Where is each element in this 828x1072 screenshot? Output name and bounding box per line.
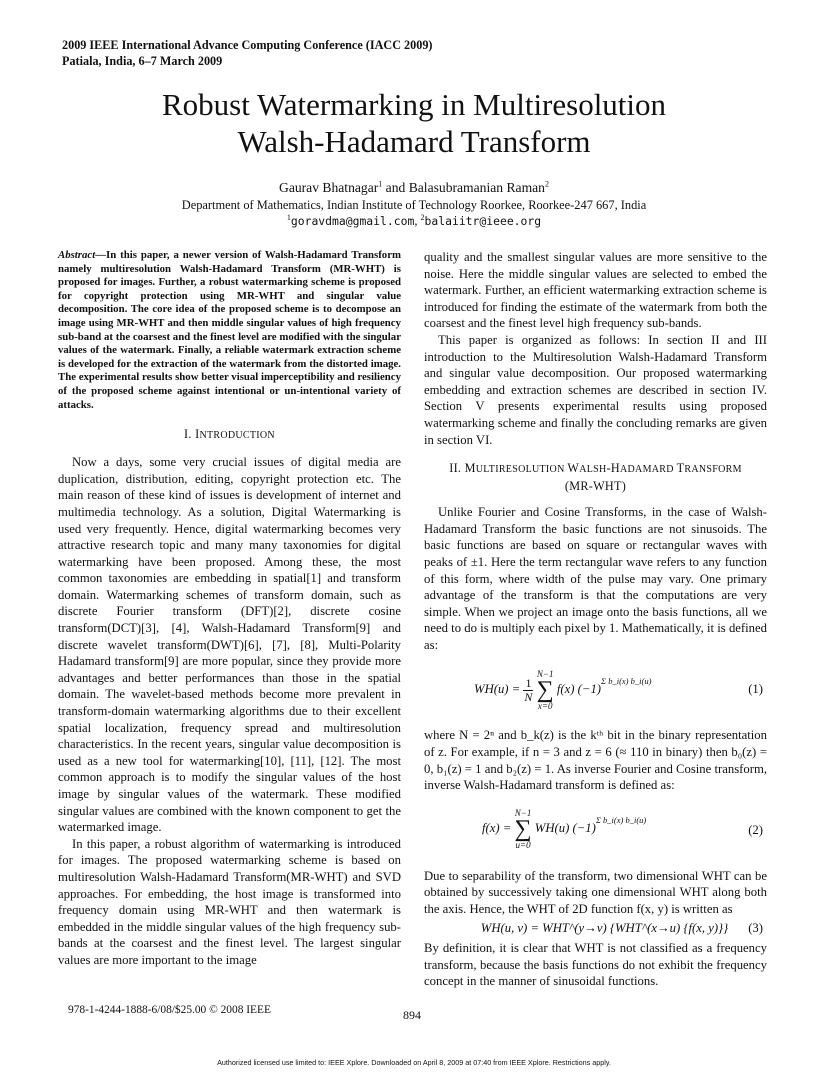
- license-notice: Authorized licensed use limited to: IEEE Xplore. Downloaded on April 8, 2009 at 07:40 from IEEE Xplore. Restrictions apply.: [217, 1058, 611, 1067]
- section-2-line-1: [424, 460, 767, 478]
- eq1-sum-lower: x=0: [537, 701, 553, 712]
- sec2-word-3-initial: -H: [606, 461, 621, 476]
- equation-3-body: WH(u, v) = WHT^(y→v) {WHT^(x→u) {f(x, y)}}: [480, 920, 729, 935]
- section-2-paragraph-4: By definition, it is clear that WHT is not classified as a frequency transform, because the basis functions do not exhibit the frequency concept in the manner of sinusoidal functions.: [424, 941, 767, 989]
- equation-3: [424, 920, 767, 937]
- equation-3-number: (3): [748, 920, 763, 935]
- section-1-initial: I: [195, 427, 200, 442]
- abstract: [58, 249, 401, 412]
- conference-location: Patiala, India, 6–7 March 2009: [62, 54, 223, 68]
- section-2-heading: [424, 460, 767, 494]
- eq2-exponent: Σ b_i(x) b_i(u): [595, 814, 647, 825]
- eq1-sum: [537, 669, 554, 711]
- intro-paragraph-3: quality and the smallest singular values are more sensitive to the noise. Here the middle singular values are selected to embed the watermark. Further, an efficient watermarking extraction scheme is introduced for finding the estimate of the watermark from both the coarsest and the finest level high frequency sub-bands.: [424, 250, 767, 331]
- title-line-2: Walsh-Hadamard Transform: [237, 124, 591, 159]
- sec2-word-2-initial: W: [567, 461, 580, 476]
- copyright-footer: 978-1-4244-1888-6/08/$25.00 © 2008 IEEE: [68, 1004, 271, 1016]
- eq1-sum-sign: ∑: [536, 677, 554, 704]
- eq1-body: f(x) (−1): [553, 682, 602, 697]
- eq1-lhs: WH(u) =: [474, 682, 524, 697]
- eq1-exponent: Σ b_i(x) b_i(u): [601, 676, 652, 687]
- author-2: Balasubramanian Raman: [408, 180, 545, 195]
- email-separator: ,: [414, 214, 421, 228]
- section-2-paragraph-1: Unlike Fourier and Cosine Transforms, in the case of Walsh-Hadamard Transform the basic functions are not sinusoids. The basic functions are based on square or rectangular waves with peaks of ±1. Here the term rectangular wave refers to any function of this form, where width of the pulse may vary. One primary advantage of the transform is that the computations are very simple. When we project an image onto the basis functions, all we need to do is multiply each pixel by 1. Mathematically, it is defined as:: [424, 505, 767, 652]
- conference-name: 2009 IEEE International Advance Computing Conference (IACC 2009): [62, 38, 433, 52]
- email-1-mark: 1: [286, 212, 291, 222]
- email-list: [0, 213, 828, 230]
- author-conjunction: and: [382, 180, 409, 195]
- left-column: [58, 249, 401, 969]
- section-2-paragraph-2: where N = 2ⁿ and b_k(z) is the kᵗʰ bit in the binary representation of z. For example, if n = 3 and z = 6 (≈ 110 in binary) then b₀(z) = 0, b₁(z) = 1 and b₂(z) = 1. As inverse Fourier and Cosine transform, inverse Walsh-Hadamard transform is defined as:: [424, 728, 767, 793]
- section-1-title: NTRODUCTION: [199, 430, 275, 442]
- author-1-mark: 1: [378, 179, 383, 189]
- eq2-body: WH(u) (−1): [531, 820, 596, 835]
- author-list: [0, 179, 828, 197]
- sec2-word-4: RANSFORM: [684, 464, 742, 476]
- title-line-1: Robust Watermarking in Multiresolution: [161, 87, 667, 122]
- email-2-mark: 2: [420, 212, 425, 222]
- sec2-word-2: ALSH: [579, 464, 607, 476]
- eq2-sum-lower: u=0: [515, 839, 531, 850]
- right-column: [424, 249, 767, 990]
- email-2: balaiitr@ieee.org: [424, 214, 542, 228]
- eq2-lhs: f(x) =: [482, 820, 515, 835]
- sec2-word-1: ULTIRESOLUTION: [475, 464, 568, 476]
- sec2-word-1-initial: M: [464, 461, 476, 476]
- author-2-mark: 2: [544, 179, 549, 189]
- equation-1: [424, 663, 767, 717]
- eq2-sum-upper: N−1: [514, 807, 532, 818]
- eq2-sum-sign: ∑: [514, 815, 532, 842]
- section-2-number: II.: [449, 461, 465, 476]
- abstract-text: In this paper, a newer version of Walsh-Hadamard Transform namely multiresolution Walsh-Hadamard Transform (MR-WHT) is proposed for images. Further, a robust watermarking scheme is proposed for copyright protection using MR-WHT and singular value decomposition. The core idea of the proposed scheme is to decompose an image using MR-WHT and then middle singular values of high frequency sub-band at the coarsest and the finest level are modified with the singular values of the watermark. Finally, a reliable watermark extraction scheme is developed for the extraction of the watermark from the distorted image. The experimental results show better visual imperceptibility and resiliency of the proposed scheme against intentional or un-intentional variety of attacks.: [58, 249, 401, 411]
- eq2-sum: [515, 808, 532, 850]
- author-1: Gaurav Bhatnagar: [279, 180, 379, 195]
- equation-2-number: (2): [748, 822, 763, 837]
- intro-paragraph-4: This paper is organized as follows: In section II and III introduction to the Multiresolution Walsh-Hadamard Transform and singular value decomposition. Our proposed watermarking embedding and extraction schemes are described in section IV. Section V presents experimental results using proposed watermarking scheme and finally the concluding remarks are given in section VI.: [424, 332, 767, 447]
- eq1-denominator: N: [524, 689, 533, 704]
- page-number: 894: [403, 1008, 421, 1022]
- section-2-paragraph-3: Due to separability of the transform, two dimensional WHT can be obtained by successively taking one dimensional WHT along both the axis. Hence, the WHT of 2D function f(x, y) is written as: [424, 868, 767, 917]
- affiliation: Department of Mathematics, Indian Institute of Technology Roorkee, Roorkee-247 667, India: [181, 198, 647, 212]
- sec2-word-4-initial: T: [676, 461, 685, 476]
- eq1-fraction: [523, 677, 533, 704]
- eq1-sum-upper: N−1: [536, 669, 554, 680]
- section-1-heading: [58, 426, 401, 444]
- paper-title: [0, 86, 828, 160]
- equation-2-body: [482, 808, 646, 850]
- eq1-numerator: 1: [525, 675, 532, 690]
- email-1: goravdma@gmail.com: [290, 214, 415, 228]
- intro-paragraph-2: In this paper, a robust algorithm of watermarking is introduced for images. The proposed watermarking scheme is based on multiresolution Walsh-Hadamard Transform(MR-WHT) and SVD approaches. For embedding, the host image is transformed into frequency domain using MR-WHT and then watermark is embedded in the middle singular values of the high frequency sub-bands at the coarsest and the finest level. The largest singular values are more important to the image: [58, 836, 401, 967]
- equation-1-number: (1): [748, 682, 763, 697]
- intro-paragraph-1: Now a days, some very crucial issues of digital media are duplication, distribution, editing, copyright protection etc. The main reason of these kind of issues is development of internet and multimedia technology. As a solution, Digital Watermarking is used very frequently. Hence, digital watermarking becomes very attractive research topic and many many taxonomies for digital watermarking have been proposed. Among these, the most common taxonomies are embedding in spatial[1] and transform domain. Watermarking schemes of transform domain, such as discrete Fourier transform (DFT)[2], discrete cosine transform(DCT)[3], [4], Walsh-Hadamard Transform[9] and discrete wavelet transform(DWT)[6], [7], [8], Multi-Polarity Hadamard transform[9] are more popular, since they provide more advantages and better performances than those in the spatial domain. The wavelet-based methods become more prevalent in transform-domain watermarking algorithms due to their excellent spatial localization, frequency spread and multiresolution characteristics. In the recent years, singular value decomposition is used as a new tool for watermarking[10], [11], [12]. The most common approach is to modify the singular values of the host image by singular values of the watermark. These modified singular values are combined with the known component to get the watermarked image.: [58, 455, 401, 835]
- abstract-dash: —: [95, 249, 106, 261]
- section-2-line-2: (MR-WHT): [564, 479, 627, 494]
- equation-1-body: [474, 669, 651, 711]
- sec2-word-3: ADAMARD: [620, 464, 677, 476]
- section-1-number: I.: [184, 427, 196, 442]
- abstract-label: Abstract: [58, 249, 96, 261]
- conference-header: [62, 37, 433, 69]
- equation-2: [424, 804, 767, 858]
